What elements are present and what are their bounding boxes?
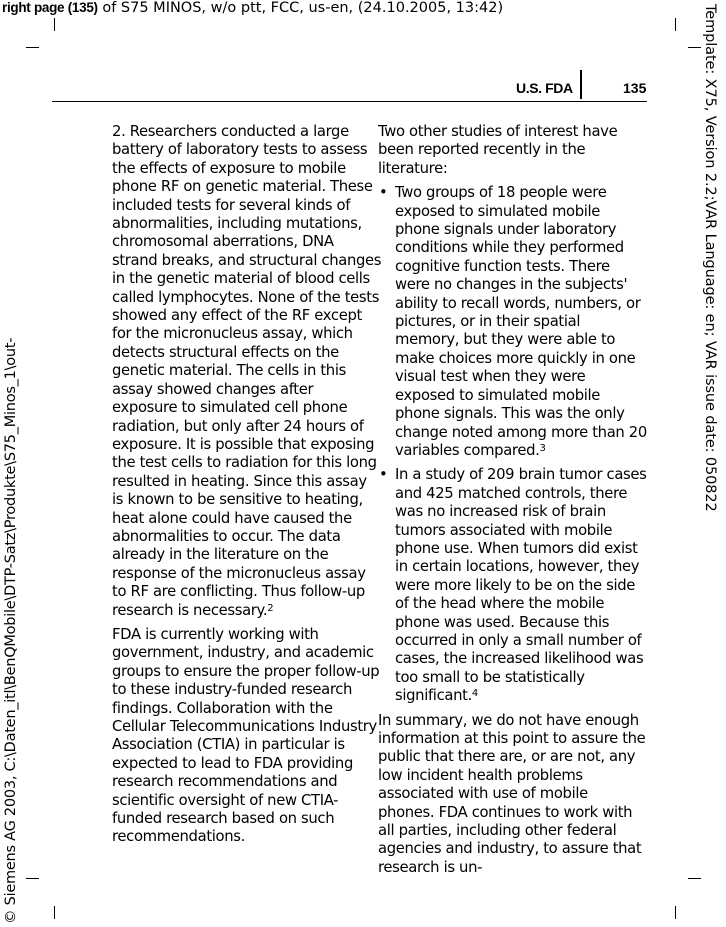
page-number: 135 — [623, 80, 647, 96]
paragraph: In summary, we do not have enough information at this point to assure the public that there are, or are not, any low incident health problems associated with use of mobile phones. FDA continues to work with all parties, including other federal agencies and industry, to assure that research is un- — [378, 711, 646, 876]
crop-mark — [688, 47, 701, 48]
crop-mark — [26, 47, 39, 48]
page-label: right page (135) — [2, 0, 98, 15]
crop-mark — [26, 878, 39, 879]
study-list — [378, 184, 648, 705]
left-column — [112, 123, 382, 853]
crop-mark — [675, 906, 676, 919]
crop-mark — [54, 18, 55, 31]
paragraph-text: 2. Researchers conducted a large battery of laboratory tests to assess the effects of exposure to mobile phone RF on genetic material. These included tests for several kinds of abnormalities, including mutations, chromosomal aberrations, DNA strand breaks, and structural changes in the genetic material of blood cells called lymphocytes. None of the tests showed any effect of the RF except for the micronucleus assay, which detects structural effects on the genetic material. The cells in this assay showed changes after exposure to simulated cell phone radiation, but only after 24 hours of exposure. It is possible that exposing the test cells to radiation for this long resulted in heating. Since this assay is known to be sensitive to heating, heat alone could have caused the abnormalities to occur. The data already in the literature on the response of the micronucleus assay to RF are conflicting. Thus follow-up research is necessary. — [112, 123, 382, 619]
right-column — [378, 123, 648, 883]
paragraph — [112, 123, 382, 620]
footnote-ref: 3 — [539, 442, 546, 454]
crop-mark — [54, 906, 55, 919]
list-item-text: In a study of 209 brain tumor cases and 425 matched controls, there was no increased risk of brain tumors associated with mobile phone use. When tumors did exist in certain locations, however, they were more likely to be on the side of the head where the mobile phone was used. Because this occurred in only a small number of cases, the increased likelihood was too small to be statistically significant. — [395, 466, 647, 705]
document-info: of S75 MINOS, w/o ptt, FCC, us-en, (24.10.2005, 13:42) — [97, 0, 504, 16]
footnote-ref: 4 — [471, 688, 478, 700]
crop-mark — [688, 878, 701, 879]
list-item — [378, 466, 648, 705]
list-item-text: Two groups of 18 people were exposed to simulated mobile phone signals under laboratory conditions while they performed cognitive function tests. There were no changes in the subjects' ability to recall words, numbers, or pictures, or in their spatial memory, but they were able to make choices more quickly in one visual test when they were exposed to simulated mobile phone signals. This was the only change noted among more than 20 variables compared. — [395, 184, 647, 459]
template-info: Template: X75, Version 2.2;VAR Language: en; VAR issue date: 050822 — [702, 4, 718, 512]
copyright-path: © Siemens AG 2003, C:\Daten_itl\BenQMobile\DTP-Satz\Produkte\S75_Minos_1\out- — [3, 337, 19, 924]
crop-mark — [675, 18, 676, 31]
paragraph: FDA is currently working with government, industry, and academic groups to ensure the proper follow-up to these industry-funded research findings. Collaboration with the Cellular Telecommunications Industry Association (CTIA) in particular is expected to lead to FDA providing research recommendations and scientific oversight of new CTIA-funded research based on such recommendations. — [112, 625, 380, 846]
running-header — [52, 80, 647, 102]
footnote-ref: 2 — [267, 602, 274, 614]
list-item — [378, 184, 648, 460]
header-title: U.S. FDA — [516, 80, 573, 96]
paragraph: Two other studies of interest have been reported recently in the literature: — [378, 123, 618, 177]
top-info-line — [2, 0, 503, 17]
header-divider — [580, 70, 582, 99]
